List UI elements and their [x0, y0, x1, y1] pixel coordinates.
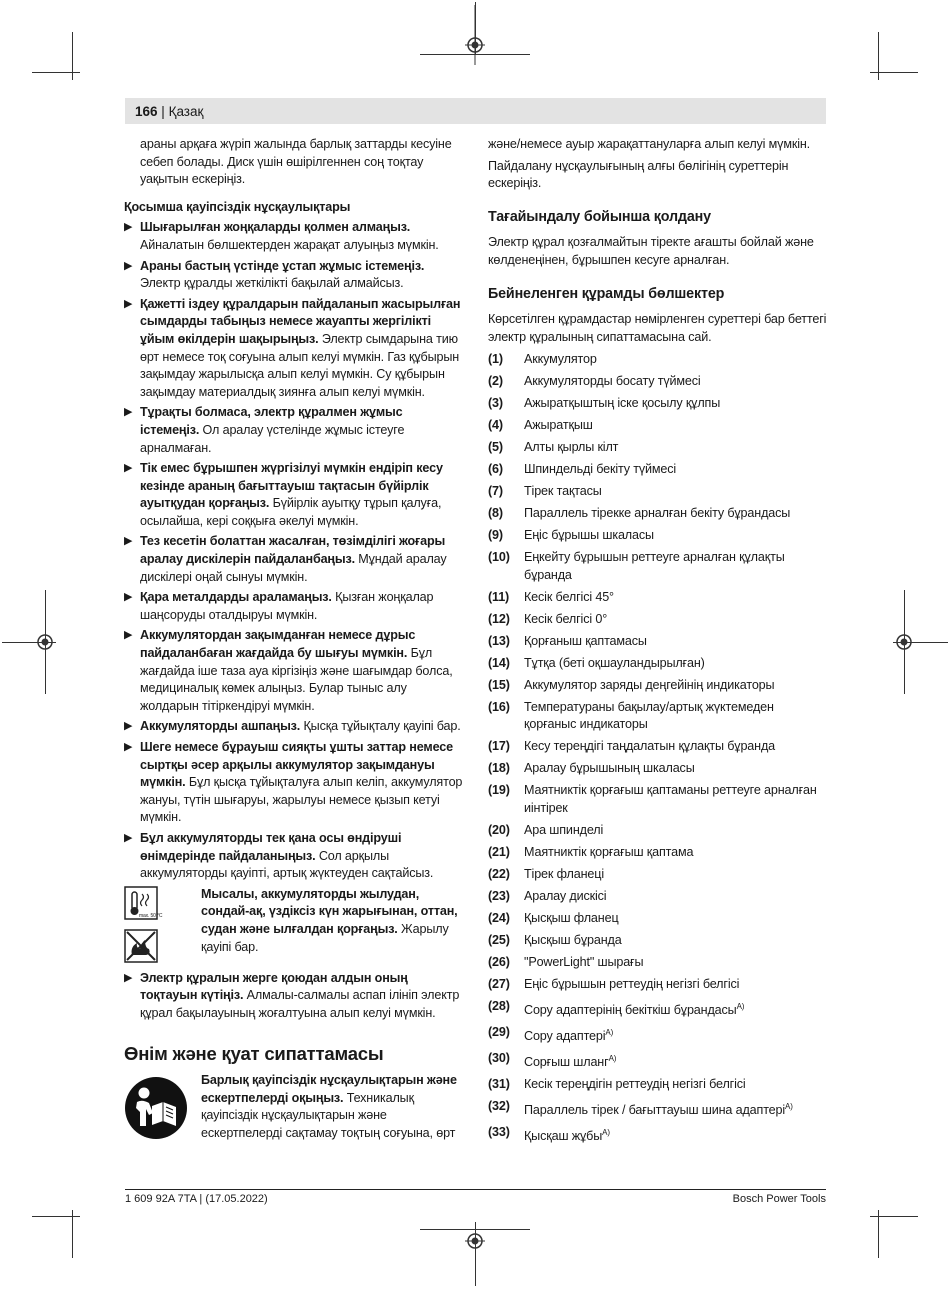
safety-item-bold: Тұрақты болмаса, электр құралмен жұмыс істемеңіз. [140, 405, 403, 437]
bullet-arrow-icon: ▶ [124, 221, 133, 234]
components-heading: Бейнеленген құрамды бөлшектер [488, 285, 725, 302]
crop-mark [32, 72, 80, 73]
crop-mark [870, 72, 918, 73]
max-temperature-icon [124, 886, 163, 920]
warning-bold: Мысалы, аккумуляторды жылудан, сондай-ақ, үздіксіз күн жарығынан, оттан, судан және ылғалдан қорғаңыз. [201, 886, 458, 936]
component-item [488, 611, 828, 629]
component-item [488, 866, 828, 884]
component-number: (4) [488, 418, 503, 433]
safety-item [124, 739, 464, 827]
component-number: (6) [488, 462, 503, 477]
crop-mark [475, 2, 476, 54]
component-item [488, 505, 828, 523]
intended-use-heading: Тағайындалу бойынша қолдану [488, 208, 711, 225]
component-label: Тірек тақтасы [524, 484, 602, 499]
component-item [488, 822, 828, 840]
safety-item-text: Алмалы-салмалы аспап ілініп электр құрал бақылауының жоғалтуына алып келуі мүмкін. [140, 988, 460, 1020]
safety-item-bold: Бұл аккумуляторды тек қана осы өндіруші өнімдерінде пайдаланыңыз. [140, 830, 402, 863]
component-label: Еңіс бұрышын реттеудің негізгі белгісі [524, 976, 740, 991]
component-item [488, 1076, 828, 1094]
bullet-arrow-icon: ▶ [124, 741, 133, 753]
component-label: Аккумуляторды босату түймесі [524, 374, 701, 389]
component-number: (13) [488, 633, 510, 648]
component-number: (7) [488, 484, 503, 499]
component-item [488, 954, 828, 972]
component-number: (20) [488, 822, 510, 837]
component-number: (21) [488, 844, 510, 859]
safety-item [124, 296, 464, 402]
component-label: Қысқыш бұранда [524, 932, 622, 947]
component-label: Аралау дискісі [524, 888, 607, 903]
bullet-arrow-icon: ▶ [124, 591, 133, 604]
heat-warning [124, 886, 464, 966]
footer-brand: Bosch Power Tools [732, 1193, 826, 1205]
component-label: Параллель тірек / бағыттауыш шина адаптері$^{A)}$ [524, 1101, 793, 1117]
component-label: Аралау бұрышының шкаласы [524, 761, 695, 776]
component-number: (14) [488, 655, 510, 670]
safety-item-text: Электр құралды жеткілікті бақылай алмайсыз. [140, 276, 404, 291]
component-number: (17) [488, 739, 510, 754]
components-intro: Көрсетілген құрамдастар нөмірленген суреттері бар беттегі электр құралының сипаттамасына сай. [488, 312, 827, 344]
bullet-arrow-icon: ▶ [124, 831, 133, 844]
component-label: Еңкейту бұрышын реттеуге арналған құлақты бұранда [524, 550, 785, 582]
component-item [488, 417, 828, 435]
warning-text: Жарылу қауіпі бар. [201, 921, 449, 954]
product-description-heading: Өнім және қуат сипаттамасы [124, 1042, 384, 1064]
component-number: (16) [488, 699, 510, 714]
component-label: "PowerLight" шырағы [524, 954, 644, 969]
component-label: Аккумулятор заряды деңгейінің индикаторы [524, 677, 775, 692]
safety-item [124, 533, 464, 586]
component-label: Еңіс бұрышы шкаласы [524, 528, 654, 543]
safety-item-bold: Араны бастың үстінде ұстап жұмыс істемеңіз. [140, 258, 425, 273]
component-label: Сору адаптерінің бекіткіш бұрандасы$^{A)}$ [524, 1001, 745, 1017]
safety-item-bold: Тез кесетін болаттан жасалған, төзімділігі жоғары аралау дискілерін пайдаланбаңыз. [140, 534, 446, 567]
component-number: (15) [488, 677, 510, 692]
safety-item-bold: Тік емес бұрышпен жүргізілуі мүмкін ендіріп кесу кезінде араның бағыттауыш тақтасын бүйірлік ауытқудан қорғаңыз. [140, 461, 443, 511]
warning-icons [124, 886, 163, 969]
safety-item-bold: Қара металдарды араламаңыз. [140, 590, 332, 605]
component-label: Сору адаптері$^{A)}$ [524, 1027, 614, 1043]
bullet-arrow-icon: ▶ [124, 535, 133, 548]
read-text: Техникалық қауіпсіздік нұсқаулықтарын және ескертпелерді сақтамау тоқтың соғуына, өрт [201, 1090, 456, 1140]
component-label: Шпиндельді бекіту түймесі [524, 462, 677, 477]
left-column [124, 136, 464, 1143]
component-item [488, 461, 828, 479]
component-number: (8) [488, 506, 503, 521]
component-label: Қорғаныш қаптамасы [524, 633, 647, 648]
component-item [488, 483, 828, 501]
safety-item [124, 589, 464, 624]
component-item [488, 395, 828, 413]
component-label: Кесік тереңдігін реттеудің негізгі белгісі [524, 1076, 746, 1091]
footnote-mark: A) [736, 1001, 745, 1011]
safety-item [124, 404, 464, 457]
footnote-mark: A) [785, 1101, 793, 1111]
continued-text: және/немесе ауыр жарақаттануларға алып келуі мүмкін. [488, 137, 810, 151]
crop-mark [32, 1216, 80, 1217]
component-number: (9) [488, 528, 503, 543]
crop-mark [45, 590, 46, 694]
bullet-arrow-icon: ▶ [124, 462, 133, 475]
safety-list [124, 219, 464, 882]
components-list [488, 351, 828, 1145]
component-item [488, 888, 828, 906]
component-item [488, 655, 828, 673]
footnote-mark: A) [608, 1053, 617, 1063]
figures-note: Пайдалану нұсқаулығының алғы бөлігінің суреттерін ескеріңіз. [488, 158, 789, 191]
component-number: (12) [488, 611, 510, 626]
page-header-text [135, 103, 203, 120]
component-item [488, 782, 828, 817]
safety-item-text: Айналатын бөлшектерден жарақат алуыңыз мүмкін. [140, 237, 439, 252]
bullet-arrow-icon: ▶ [124, 971, 133, 984]
component-label: Маятниктік қорғағыш қаптама [524, 844, 694, 859]
safety-item-bold: Аккумуляторды ашпаңыз. [140, 719, 301, 734]
component-number: (19) [488, 783, 510, 798]
safety-item [124, 219, 464, 254]
right-column [488, 136, 828, 1150]
page-header [125, 98, 826, 124]
component-item [488, 1050, 828, 1072]
component-number: (18) [488, 761, 510, 776]
component-item [488, 1098, 828, 1120]
safety-item [124, 460, 464, 530]
component-label: Параллель тірекке арналған бекіту бұрандасы [524, 506, 791, 521]
safety-item [124, 627, 464, 715]
component-item [488, 998, 828, 1020]
component-item [488, 589, 828, 607]
max-temperature-label: max. 50 °C [139, 912, 163, 919]
safety-item-bold: Электр құралын жерге қоюдан алдын оның тоқтауын күтіңіз. [140, 970, 408, 1003]
footnote-mark: A) [605, 1027, 614, 1037]
component-number: (10) [488, 550, 510, 565]
read-instructions-block [124, 1072, 464, 1142]
bullet-arrow-icon: ▶ [124, 720, 133, 733]
component-item [488, 1124, 828, 1146]
crop-mark [878, 1210, 879, 1258]
component-label: Тұтқа (беті оқшауландырылған) [524, 655, 705, 670]
component-item [488, 932, 828, 950]
component-label: Қысқыш фланец [524, 910, 619, 925]
safety-item-bold: Шеге немесе бұрауыш сияқты ұшты заттар немесе сыртқы әсер арқылы аккумулятор зақымдануы мүмкін. [140, 740, 453, 790]
safety-item-text: Бүйірлік ауытқу тұрып қалуға, осылайша, кері соққыға әкелуі мүмкін. [140, 496, 442, 528]
component-item [488, 373, 828, 391]
component-number: (29) [488, 1024, 510, 1039]
component-item [488, 677, 828, 695]
safety-item-text: Ол аралау үстелінде жұмыс істеуге арналмаған. [140, 422, 405, 455]
intro-paragraph: араны арқаға жүріп жалында барлық заттарды кесуіне себеп болады. Диск үшін өшірілгеннен соң тоқтау уақытын ескеріңіз. [140, 137, 452, 187]
component-label: Алты қырлы кілт [524, 440, 619, 455]
component-item [488, 527, 828, 545]
safety-item-bold: Аккумулятордан зақымданған немесе дұрыс пайдаланбаған жағдайда бу шығуы мүмкін. [140, 628, 416, 661]
component-label: Ажыратқыштың іске қосылу құлпы [524, 396, 721, 411]
crop-mark [72, 1210, 73, 1258]
safety-item [124, 970, 464, 1023]
safety-item [124, 258, 464, 293]
component-label: Аккумулятор [524, 352, 597, 367]
footnote-mark: A) [602, 1127, 610, 1137]
component-number: (24) [488, 910, 510, 925]
safety-item-bold: Шығарылған жоңқаларды қолмен алмаңыз. [140, 220, 411, 235]
component-label: Маятниктік қорғағыш қаптаманы реттеуге арналған иінтірек [524, 783, 817, 815]
safety-item-text: Мұндай аралау дискілері оңай сынуы мүмкін. [140, 552, 447, 584]
component-number: (30) [488, 1050, 510, 1065]
bullet-arrow-icon: ▶ [124, 297, 133, 310]
safety-item-text: Бұл жағдайда іше таза ауа кіргізіңіз және шағымдар болса, медициналық көмек алыңыз. Булар тыныс алу жолдарын тітіркендіруі мүмкін. [140, 646, 453, 713]
component-number: (33) [488, 1124, 510, 1139]
component-number: (27) [488, 976, 510, 991]
component-number: (5) [488, 440, 503, 455]
component-item [488, 844, 828, 862]
read-bold: Барлық қауіпсіздік нұсқаулықтарын және ескертпелерді оқыңыз. [201, 1073, 457, 1105]
bullet-arrow-icon: ▶ [124, 259, 133, 272]
component-number: (22) [488, 866, 510, 881]
crop-mark [2, 642, 56, 643]
safety-item-text: Электр сымдарына тию өрт немесе тоқ соғуына алып келуі мүмкін. Газ құбырын зақымдау жарылысқа алып келуі мүмкін. Су құбырын зақымдау материалдық зиянға алып келуі мүмкін. [140, 331, 460, 399]
header-separator: | [161, 104, 165, 119]
crop-mark [893, 642, 948, 643]
crop-mark [420, 54, 530, 55]
safety-item [124, 718, 464, 736]
component-label: Кесік белгісі 0° [524, 611, 608, 626]
crop-mark [420, 1229, 530, 1230]
component-number: (26) [488, 954, 510, 969]
component-label: Кесу тереңдігі таңдалатын құлақты бұранда [524, 739, 776, 754]
component-number: (28) [488, 998, 510, 1013]
component-number: (25) [488, 932, 510, 947]
component-label: Сорғыш шланг$^{A)}$ [524, 1053, 617, 1069]
section-title: Қосымша қауіпсіздік нұсқаулықтары [124, 199, 351, 214]
component-item [488, 1024, 828, 1046]
footer-doc-id: 1 609 92A 7TA | (17.05.2022) [125, 1193, 268, 1205]
safety-item [124, 830, 464, 883]
component-number: (23) [488, 888, 510, 903]
footer-rule [125, 1189, 826, 1190]
no-fire-water-icon [124, 929, 158, 963]
component-item [488, 910, 828, 928]
component-label: Кесік белгісі 45° [524, 589, 614, 604]
page-number: 166 [135, 104, 158, 119]
component-item [488, 699, 828, 734]
component-number: (32) [488, 1098, 510, 1113]
component-item [488, 760, 828, 778]
component-number: (1) [488, 352, 503, 367]
safety-item-text: Қызған жоңқалар шаңсоруды оталдыруы мүмкін. [140, 590, 434, 622]
component-label: Тірек фланеці [524, 866, 604, 881]
component-item [488, 549, 828, 584]
component-item [488, 439, 828, 457]
component-label: Ара шпинделі [524, 822, 604, 837]
component-item [488, 633, 828, 651]
crop-mark [475, 1222, 476, 1286]
component-number: (2) [488, 374, 503, 389]
bullet-arrow-icon: ▶ [124, 406, 133, 419]
component-number: (11) [488, 589, 510, 604]
header-language: Қазақ [168, 104, 204, 119]
intended-use-text: Электр құрал қозғалмайтын тіректе ағашты бойлай және көлденеңінен, бұрышпен кесуге арналған. [488, 235, 814, 267]
bullet-arrow-icon: ▶ [124, 629, 133, 642]
safety-item-text: Қысқа тұйықталу қауіпі бар. [300, 719, 461, 734]
crop-mark [904, 590, 905, 694]
safety-item-text: Сол арқылы аккумуляторды қауіпті, артық жүктеуден сақтайсыз. [140, 848, 434, 881]
component-number: (31) [488, 1076, 510, 1091]
component-label: Ажыратқыш [524, 418, 593, 433]
read-manual-icon [124, 1076, 188, 1140]
safety-item-text: Бұл қысқа тұйықталуға алып келіп, аккумулятор жануы, түтін шығаруы, жарылуы немесе қызып кетуі мүмкін. [140, 775, 463, 825]
component-item [488, 976, 828, 994]
component-label: Температураны бақылау/артық жүктемеден қорғаныс индикаторы [524, 699, 774, 732]
component-item [488, 351, 828, 369]
crop-mark [870, 1216, 918, 1217]
component-item [488, 738, 828, 756]
safety-item-bold: Қажетті іздеу құралдарын пайдаланып жасырылған сымдарды табыңыз немесе жауапты жергілікті ұйым өкілдерін шақырыңыз. [140, 296, 461, 346]
component-label: Қысқаш жұбы$^{A)}$ [524, 1127, 610, 1143]
component-number: (3) [488, 396, 503, 411]
